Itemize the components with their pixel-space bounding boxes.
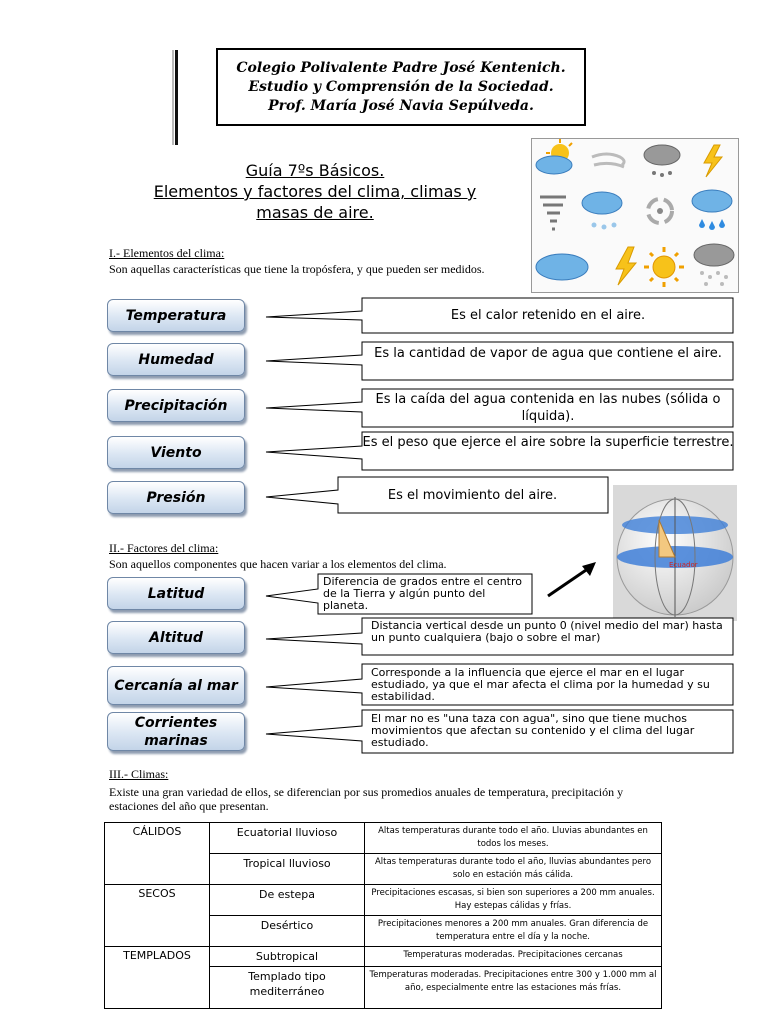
climate-type: Ecuatorial lluvioso bbox=[210, 823, 365, 854]
lightning-icon bbox=[704, 145, 722, 177]
element-desc-viento: Es el peso que ejerce el aire sobre la superficie terrestre. bbox=[362, 435, 734, 450]
element-label-viento: Viento bbox=[107, 436, 245, 469]
element-desc-temperatura: Es el calor retenido en el aire. bbox=[450, 308, 646, 323]
element-label-temperatura: Temperatura bbox=[107, 299, 245, 332]
factor-desc-latitud: Diferencia de grados entre el centro de la Tierra y algún punto del planeta. bbox=[323, 575, 522, 612]
climate-desc: Temperaturas moderadas. Precipitaciones entre 300 y 1.000 mm al año, especialmente entre las estaciones más frías. bbox=[365, 967, 662, 1009]
section-3-intro: Existe una gran variedad de ellos, se diferencian por sus promedios anuales de temperatura, precipitación y estaciones del año que presentan. bbox=[109, 785, 624, 813]
table-row bbox=[105, 823, 662, 854]
sun-icon bbox=[644, 247, 684, 287]
factor-desc-altitud: Distancia vertical desde un punto 0 (nivel medio del mar) hasta un punto cualquiera (bajo o sobre el mar) bbox=[371, 619, 723, 644]
page-title bbox=[120, 160, 510, 223]
sun-cloud-icon bbox=[536, 139, 572, 174]
section-1-heading: I.- Elementos del clima: bbox=[109, 246, 225, 260]
course-name: Estudio y Comprensión de la Sociedad. bbox=[248, 78, 554, 95]
climate-type: Subtropical bbox=[210, 947, 365, 967]
climate-group-templados: TEMPLADOS bbox=[105, 947, 210, 1009]
element-label-humedad: Humedad bbox=[107, 343, 245, 376]
hail-cloud-icon bbox=[694, 244, 734, 286]
climate-group-secos: SECOS bbox=[105, 885, 210, 947]
element-label-presion: Presión bbox=[107, 481, 245, 514]
section-2-intro: Son aquellos componentes que hacen variar a los elementos del clima. bbox=[109, 557, 447, 571]
element-desc-humedad: Es la cantidad de vapor de agua que contiene el aire. bbox=[374, 346, 722, 361]
teacher-name: Prof. María José Navia Sepúlveda. bbox=[268, 97, 534, 114]
decorative-bar bbox=[175, 50, 178, 145]
climate-desc: Precipitaciones escasas, si bien son superiores a 200 mm anuales. Hay estepas cálidas y frías. bbox=[365, 885, 662, 916]
title-line-2: Elementos y factores del clima, climas y bbox=[153, 182, 477, 201]
tornado-icon bbox=[540, 197, 566, 229]
factor-label-latitud: Latitud bbox=[107, 577, 245, 610]
factor-label-cercania: Cercanía al mar bbox=[107, 666, 245, 705]
equator-label: Ecuador bbox=[669, 561, 698, 569]
wind-icon bbox=[592, 154, 624, 167]
factor-desc-cercania: Corresponde a la influencia que ejerce el mar en el lugar estudiado, ya que el mar afecta el clima por la humedad y su estabilidad. bbox=[371, 666, 710, 703]
globe-latitude-image bbox=[613, 485, 737, 621]
arrow-icon bbox=[544, 560, 600, 600]
element-desc-precipitacion: Es la caída del agua contenida en las nubes (sólida o líquida). bbox=[375, 392, 721, 424]
school-header bbox=[216, 48, 586, 126]
weather-icons-image bbox=[531, 138, 739, 293]
cloud-drops-icon bbox=[692, 190, 732, 230]
table-row bbox=[105, 885, 662, 916]
climate-type: De estepa bbox=[210, 885, 365, 916]
climate-type: Tropical lluvioso bbox=[210, 854, 365, 885]
cloud-icon bbox=[536, 254, 588, 280]
table-row bbox=[105, 947, 662, 967]
section-1-intro: Son aquellas características que tiene la tropósfera, y que pueden ser medidos. bbox=[109, 262, 485, 276]
factor-label-altitud: Altitud bbox=[107, 621, 245, 654]
climate-desc: Temperaturas moderadas. Precipitaciones cercanas bbox=[365, 947, 662, 967]
school-name: Colegio Polivalente Padre José Kentenich. bbox=[236, 59, 566, 76]
hurricane-icon bbox=[648, 199, 672, 223]
rain-cloud-icon bbox=[644, 145, 680, 177]
climate-type: Desértico bbox=[210, 916, 365, 947]
element-desc-presion: Es el movimiento del aire. bbox=[387, 488, 558, 503]
climate-type: Templado tipo mediterráneo bbox=[210, 967, 365, 1009]
climate-desc: Precipitaciones menores a 200 mm anuales. Gran diferencia de temperatura entre el día y la noche. bbox=[365, 916, 662, 947]
climate-desc: Altas temperaturas durante todo el año. Lluvias abundantes en todos los meses. bbox=[365, 823, 662, 854]
decorative-bar-shadow bbox=[172, 50, 174, 145]
climate-group-calidos: CÁLIDOS bbox=[105, 823, 210, 885]
title-line-3: masas de aire. bbox=[256, 203, 374, 222]
section-3-heading: III.- Climas: bbox=[109, 767, 169, 781]
snow-cloud-icon bbox=[582, 192, 622, 230]
factor-desc-corrientes: El mar no es "una taza con agua", sino que tiene muchos movimientos que afectan su contenido y el clima del lugar estudiado. bbox=[371, 712, 695, 749]
title-line-1: Guía 7ºs Básicos. bbox=[245, 161, 385, 180]
climate-desc: Altas temperaturas durante todo el año, lluvias abundantes pero solo en estación más cálida. bbox=[365, 854, 662, 885]
factor-label-corrientes: Corrientes marinas bbox=[107, 712, 245, 751]
section-2-heading: II.- Factores del clima: bbox=[109, 541, 219, 555]
lightning-bolt-icon bbox=[616, 247, 636, 285]
climate-table bbox=[104, 822, 662, 1009]
element-label-precipitacion: Precipitación bbox=[107, 389, 245, 422]
